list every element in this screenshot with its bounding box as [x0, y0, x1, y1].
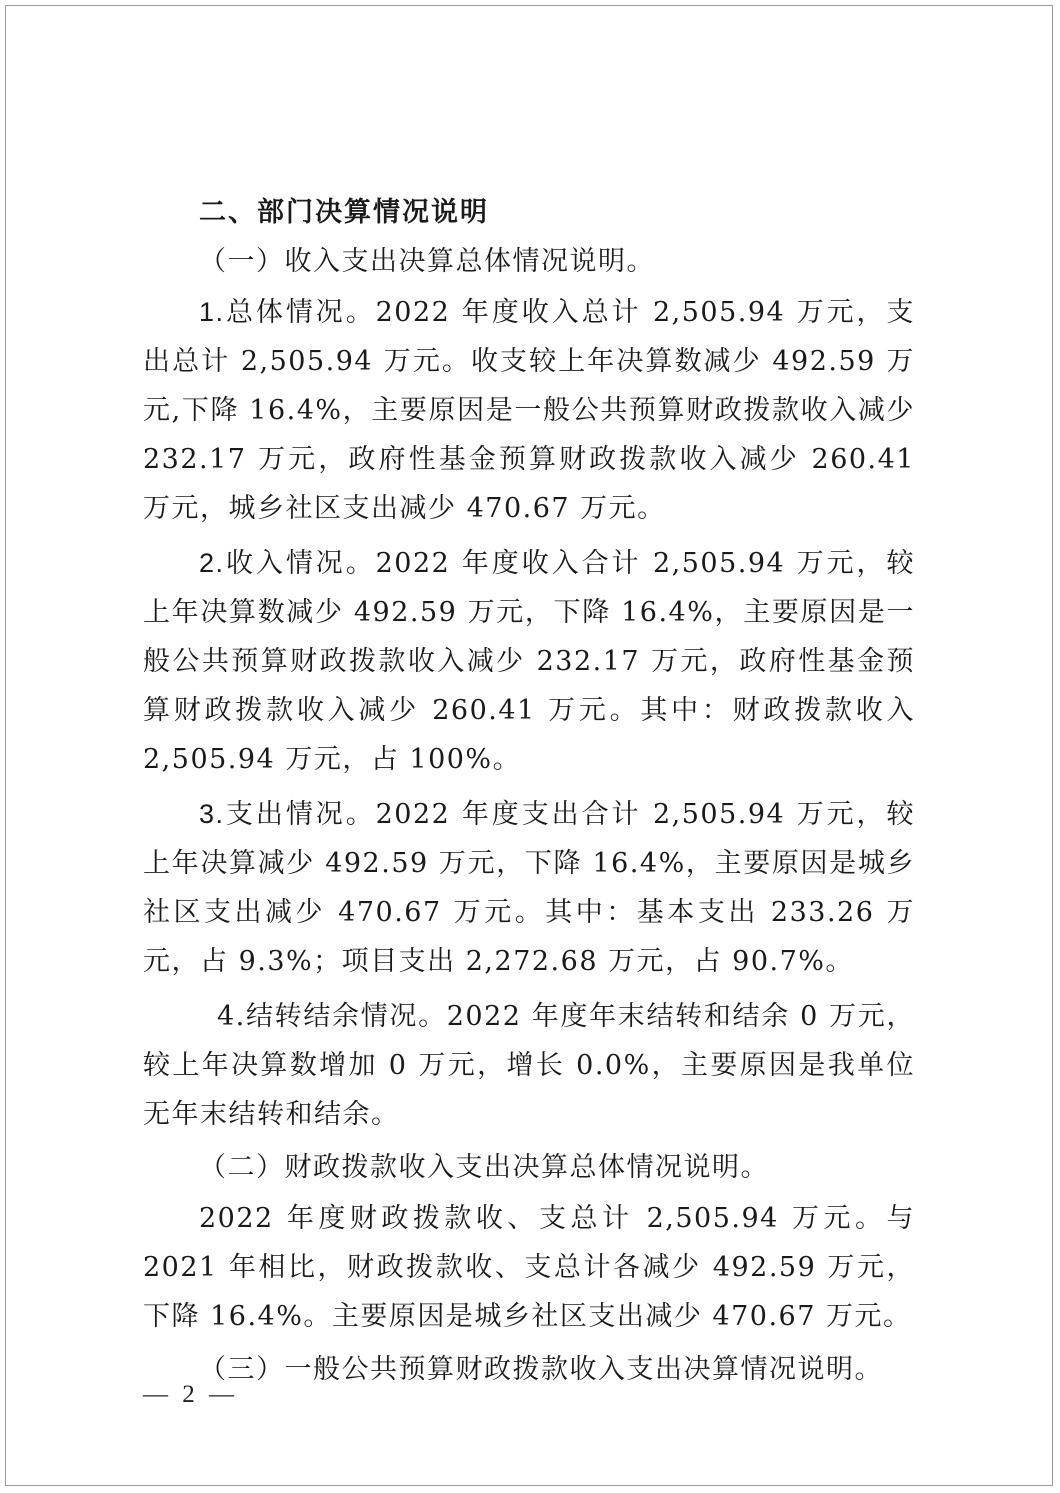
paragraph-text: 收入情况。2022 年度收入合计 2,505.94 万元，较上年决算数减少 492.59 万元，下降 16.4%，主要原因是一般公共预算财政拨款收入减少 232.17 万元，政府性基金预算财政拨款收入减少 260.41 万元。其中：财政拨款收入 2,505.94 万元，占 100%。	[143, 548, 915, 775]
subsection-title-2: （二）财政拨款收入支出决算总体情况说明。	[199, 1152, 769, 1183]
subsection-title-1: （一）收入支出决算总体情况说明。	[199, 246, 655, 277]
paragraph-income	[143, 539, 915, 784]
paragraph-number: 2.	[199, 548, 225, 578]
paragraph-text: 总体情况。2022 年度收入总计 2,505.94 万元，支出总计 2,505.94 万元。收支较上年决算数减少 492.59 万元,下降 16.4%，主要原因是一般公共预算财政拨款收入减少 232.17 万元，政府性基金预算财政拨款收入减少 260.41 万元，城乡社区支出减少 470.67 万元。	[143, 297, 915, 524]
paragraph-overall	[143, 288, 915, 533]
paragraph-expenditure	[143, 790, 915, 986]
paragraph-carryover: 4.结转结余情况。2022 年度年末结转和结余 0 万元，较上年决算数增加 0 万元，增长 0.0%，主要原因是我单位无年末结转和结余。	[143, 1001, 915, 1130]
page-number: — 2 —	[143, 1381, 238, 1408]
section-heading: 二、部门决算情况说明	[199, 197, 489, 228]
document-body	[143, 188, 915, 1394]
paragraph-fiscal-allocation: 2022 年度财政拨款收、支总计 2,505.94 万元。与 2021 年相比，财政拨款收、支总计各减少 492.59 万元，下降 16.4%。主要原因是城乡社区支出减少 470.67 万元。	[143, 1203, 915, 1332]
subsection-title-3: （三）一般公共预算财政拨款收入支出决算情况说明。	[199, 1354, 883, 1385]
paragraph-number: 1.	[199, 297, 225, 327]
paragraph-number: 3.	[199, 799, 225, 829]
paragraph-text: 支出情况。2022 年度支出合计 2,505.94 万元，较上年决算减少 492.59 万元，下降 16.4%，主要原因是城乡社区支出减少 470.67 万元。其中：基本支出 233.26 万元，占 9.3%；项目支出 2,272.68 万元，占 90.7%。	[143, 799, 915, 977]
